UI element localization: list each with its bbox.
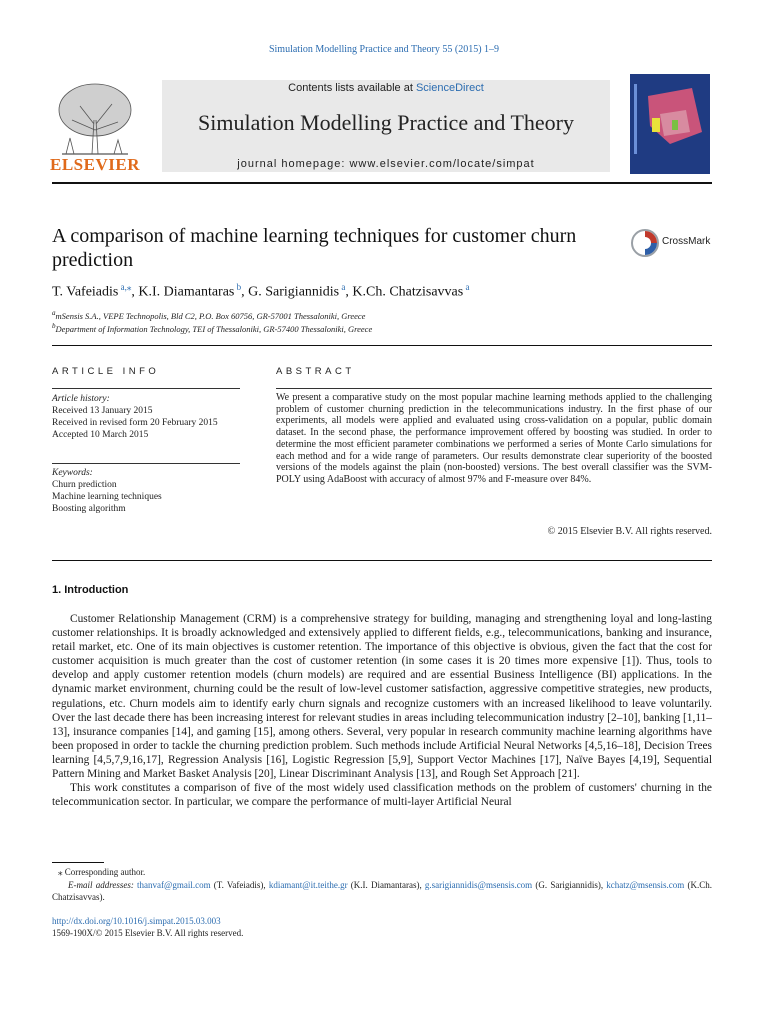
paragraph: This work constitutes a comparison of five of the most widely used classification methods on the problem of customers' churning in the telecommunication sector. In particular, we compare the performance of multi-layer Artificial Neural [52,782,712,809]
email-owner: (G. Sarigiannidis), [532,880,607,890]
keyword-item: Boosting algorithm [52,504,126,514]
keyword-item: Machine learning techniques [52,492,162,502]
author-affiliation-mark[interactable]: a,⁎ [118,282,132,292]
corresponding-author-note: ⁎ Corresponding author. [58,867,146,877]
contents-prefix: Contents lists available at [288,82,416,94]
author-separator: , [131,284,139,300]
sciencedirect-link[interactable]: ScienceDirect [415,82,484,94]
email-link[interactable]: kchatz@msensis.com [606,880,685,890]
affiliation-mark: b [52,322,56,330]
author-list [52,282,712,301]
history-label: Article history: [52,394,110,404]
author-separator: , [241,284,249,300]
footnote-rule [52,862,104,863]
article-info-heading: ARTICLE INFO [52,366,160,377]
email-link[interactable]: g.sarigiannidis@msensis.com [424,880,533,890]
abstract-bottom-rule [52,560,712,561]
keywords-label: Keywords: [52,468,93,478]
received-date: Received 13 January 2015 [52,406,153,416]
email-label: E-mail addresses: [68,880,138,890]
affiliation-mark: a [52,309,56,317]
email-link[interactable]: kdiamant@it.teithe.gr [268,880,348,890]
email-link[interactable]: thanvaf@gmail.com [137,880,211,890]
issn-line: 1569-190X/© 2015 Elsevier B.V. All rights reserved. [52,928,244,938]
email-owner: (K.I. Diamantaras), [347,880,425,890]
affiliation-text: Department of Information Technology, TEI of Thessaloniki, GR-57400 Thessaloniki, Greece [55,323,373,334]
article-info-rule [52,388,240,389]
keywords-rule [52,463,240,464]
affiliation-text: mSensis S.A., VEPE Technopolis, Bld C2, P.O. Box 60756, GR-57001 Thessaloniki, Greece [55,310,366,321]
crossmark-icon [630,228,660,258]
journal-reference-link[interactable]: Simulation Modelling Practice and Theory 55 (2015) 1–9 [268,44,500,55]
email-addresses [52,879,712,903]
crossmark-label[interactable]: CrossMark [662,236,711,247]
author-name: T. Vafeiadis [52,284,119,300]
abstract-copyright: © 2015 Elsevier B.V. All rights reserved. [547,526,712,537]
author-affiliation-mark[interactable]: a [463,282,470,292]
header-rule [52,182,712,184]
journal-homepage[interactable]: journal homepage: www.elsevier.com/locate/simpat [237,158,535,170]
journal-cover-image [630,74,710,174]
author-affiliation-mark[interactable]: a [339,282,346,292]
article-title: A comparison of machine learning techniques for customer churn prediction [52,225,577,271]
author-name: G. Sarigiannidis [248,284,340,300]
paragraph: Customer Relationship Management (CRM) is a comprehensive strategy for building, managing and strengthening loyal and long-lasting customer relationships. It is broadly acknowledged and extensively applied to different fields, e.g., telecommunications, banking and insurance, retail market, etc. One of its main objectives is customer retention. The importance of this objective is obvious, given the fact that the cost for customer acquisition is much greater than the cost of customer retention (in some cases it is 20 times more expensive [1]). Thus, tools to develop and apply customer retention models (churn models) are required and are essential Business Intelligence (BI) applications. In the dynamic market environment, churning could be the result of low-level customer satisfaction, aggressive competitive strategies, new products, regulations, etc. Churn models aim to identify early churn signals and recognize customers with an increased likelihood to leave voluntarily. Over the last decade there has been increasing interest for relevant studies in areas including telecommunication industry [2–10], banking [1,11–13], insurance companies [14], and gaming [15], among others. Several, very popular in research community machine learning algorithms have been proposed in order to tackle the churning prediction problem. Such methods include Artificial Neural Networks [4,5,16–18], Decision Trees learning [4,5,7,9,16,17], Regression Analysis [16], Logistic Regression [5,9], Support Vector Machines [17], Naïve Bayes [4,19], Sequential Pattern Mining and Market Basket Analysis [20], Linear Discriminant Analysis [13], and Rough Set Approach [21]. [52,613,712,781]
author-name: K.I. Diamantaras [138,284,235,300]
elsevier-wordmark: ELSEVIER [50,155,140,174]
abstract-body: We present a comparative study on the most popular machine learning methods applied to the challenging problem of customer churning prediction in the telecommunications industry. In the first phase of our experiments, all models were applied and evaluated using cross-validation on a popular, public domain dataset. In the second phase, the performance improvement offered by boosting was studied. In order to determine the most efficient parameter combinations we performed a series of Monte Carlo simulations for each method and for a wide range of parameters. Our results demonstrate clear superiority of the boosted versions of the models against the plain (non-boosted) versions. The best overall classifier was the SVM-POLY using AdaBoost with accuracy of almost 97% and F-measure over 84%. [276,392,712,485]
contents-line [162,82,610,94]
accepted-date: Accepted 10 March 2015 [52,430,149,440]
revised-date: Received in revised form 20 February 2015 [52,418,218,428]
affiliation-b [52,322,712,334]
keyword-item: Churn prediction [52,480,117,490]
author-name: K.Ch. Chatzisavvas [352,284,464,300]
section-rule [52,345,712,346]
abstract-heading: ABSTRACT [276,366,355,377]
author-affiliation-mark[interactable]: b [234,282,242,292]
author-separator: , [345,284,353,300]
introduction-body [52,612,712,809]
journal-title: Simulation Modelling Practice and Theory [198,110,574,135]
doi-link[interactable]: http://dx.doi.org/10.1016/j.simpat.2015.03.003 [52,916,221,926]
abstract-rule [276,388,712,389]
email-owner: (T. Vafeiadis), [210,880,269,890]
affiliation-a [52,309,712,321]
email-owner: (K.Ch. Chatzisavvas). [52,880,712,902]
section-heading-introduction: 1. Introduction [52,584,129,596]
